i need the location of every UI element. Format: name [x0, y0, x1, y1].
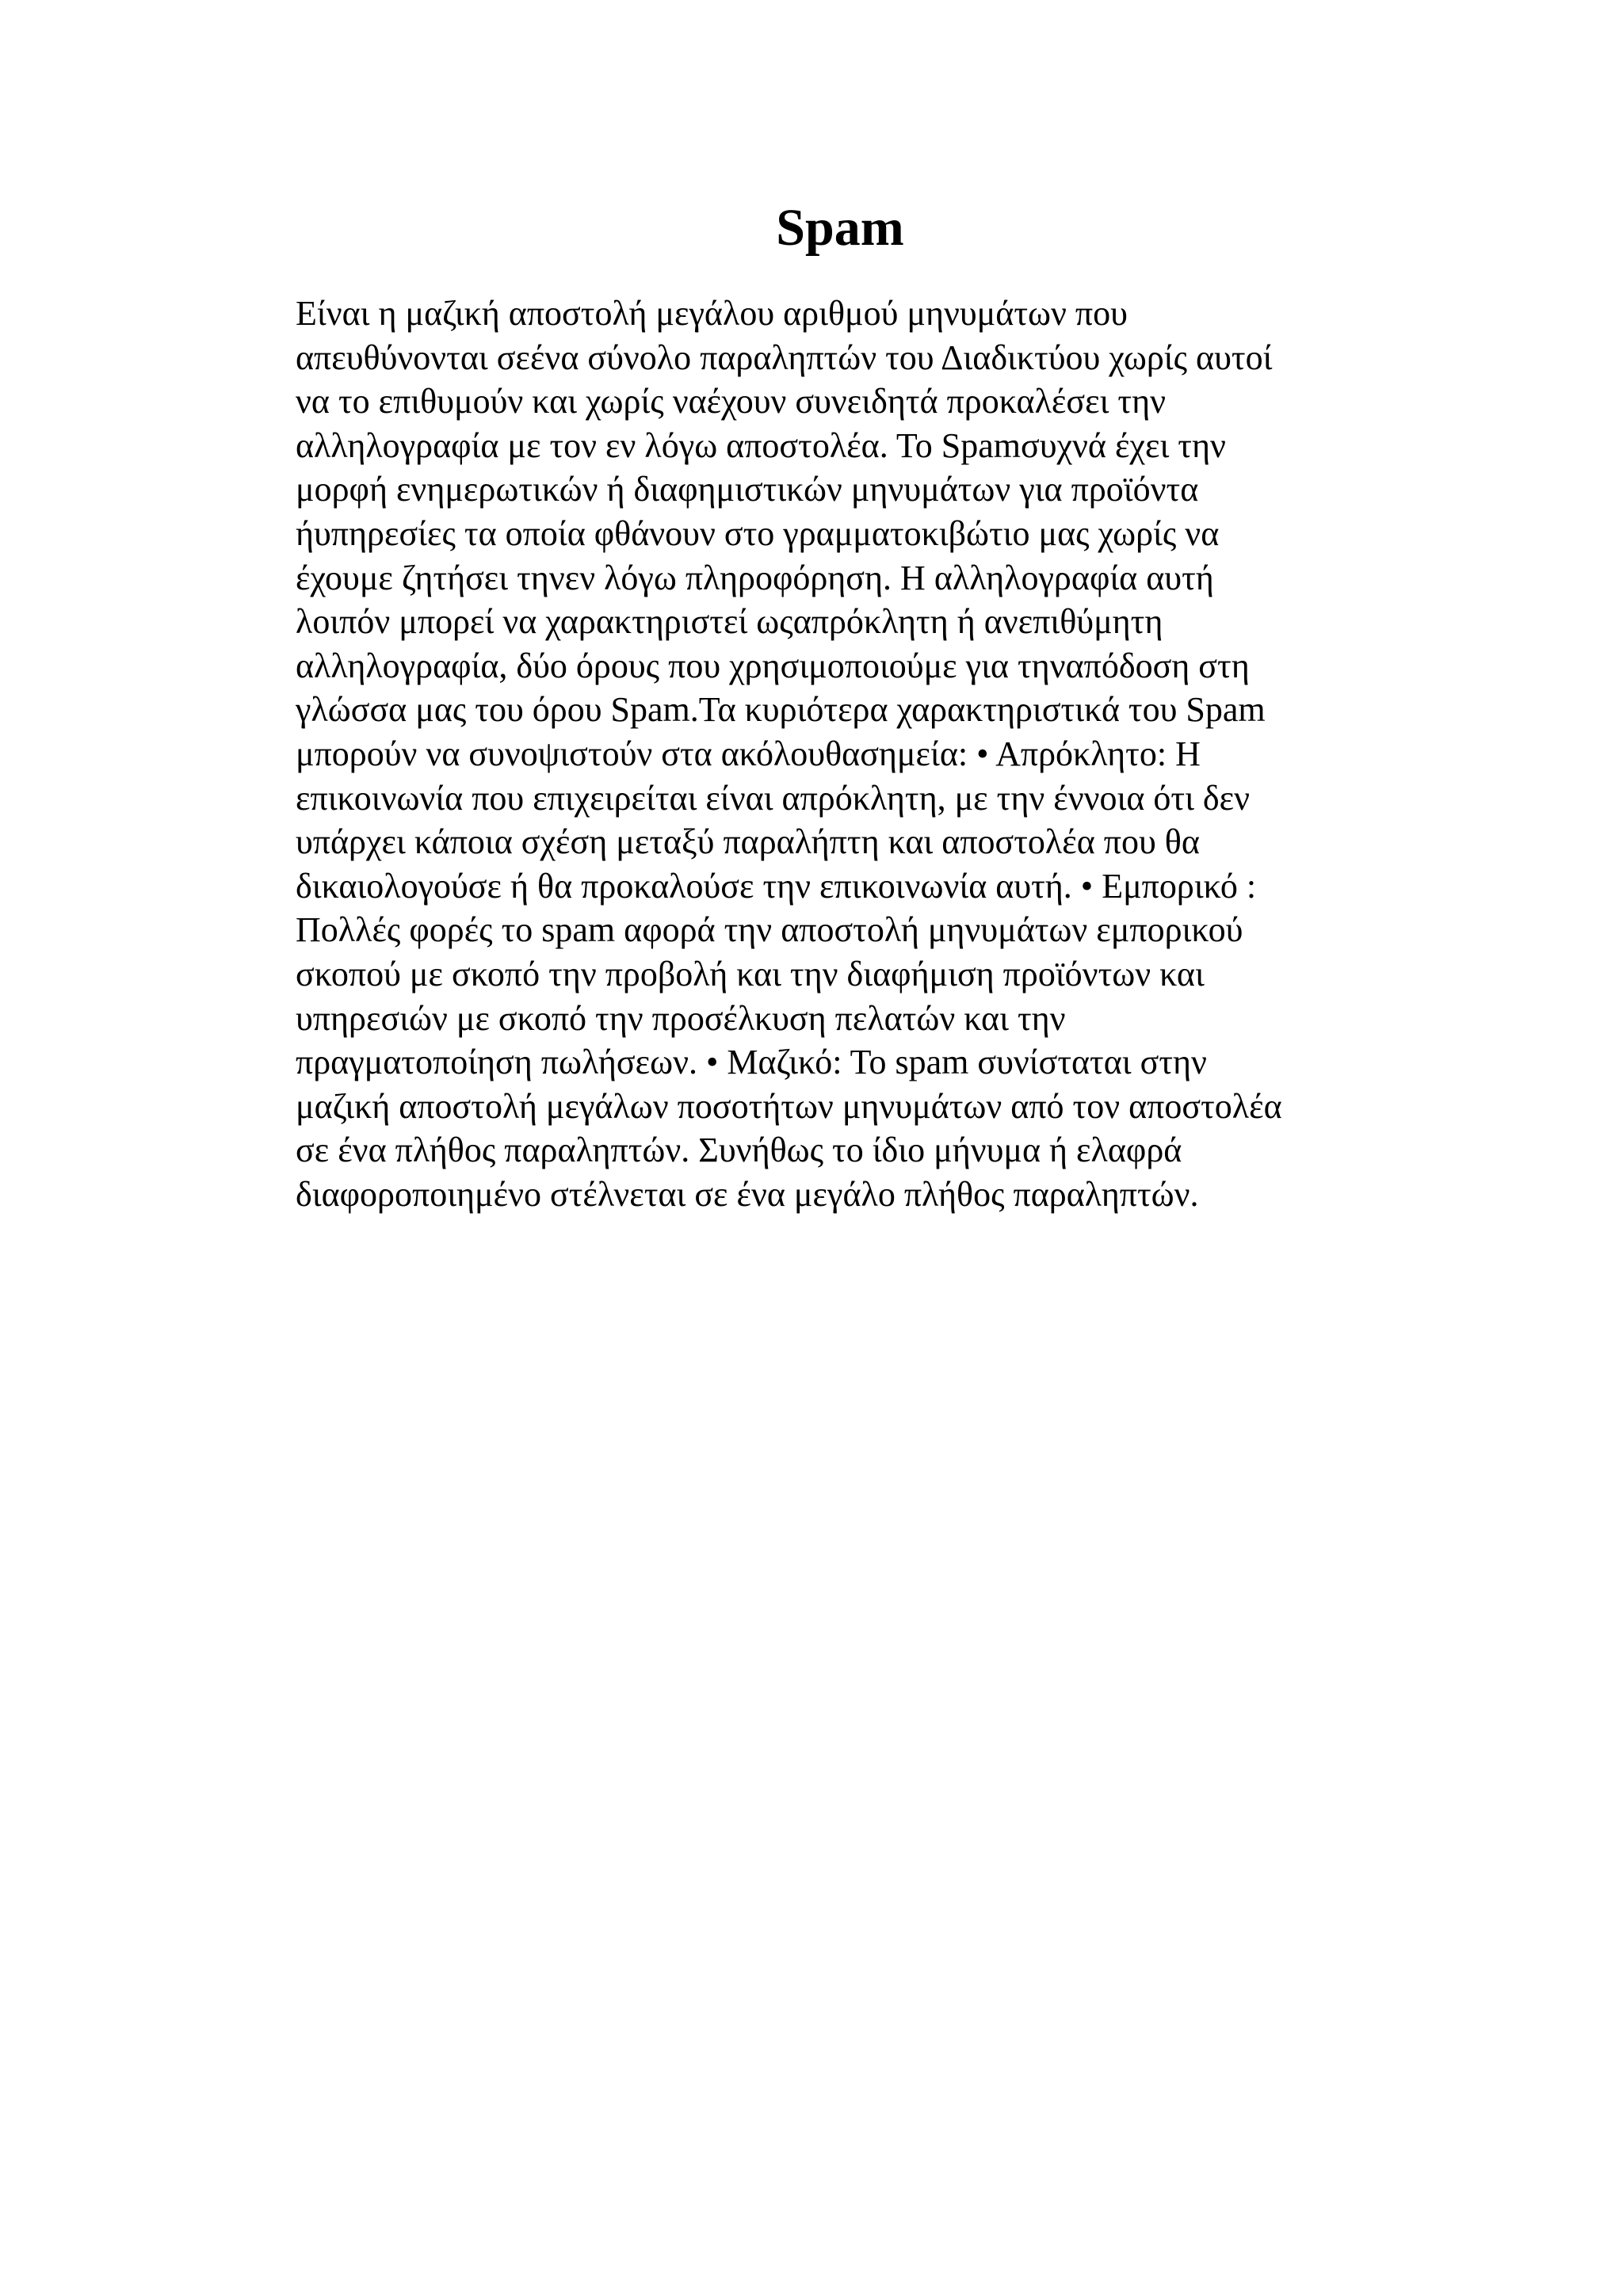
- text-line: απευθύνονται σεένα σύνολο παραληπτών του Διαδικτύου χωρίς αυτοί: [296, 338, 1273, 377]
- text-line: Πολλές φορές το spam αφορά την αποστολή μηνυμάτων εμπορικού: [296, 910, 1243, 950]
- text-line: διαφοροποιημένο στέλνεται σε ένα μεγάλο πλήθος παραληπτών.: [296, 1174, 1199, 1214]
- text-line: ήυπηρεσίες τα οποία φθάνουν στο γραμματοκιβώτιο μας χωρίς να: [296, 513, 1220, 553]
- text-line: σκοπού με σκοπό την προβολή και την διαφήμιση προϊόντων και: [296, 954, 1205, 994]
- text-line: Είναι η μαζική αποστολή μεγάλου αριθμού μηνυμάτων που: [296, 294, 1128, 333]
- text-line: δικαιολογούσε ή θα προκαλούσε την επικοινωνία αυτή. • Εμπορικό :: [296, 866, 1257, 906]
- text-line: πραγματοποίηση πωλήσεων. • Μαζικό: Το spam συνίσταται στην: [296, 1043, 1207, 1082]
- text-line: γλώσσα μας του όρου Spam.Τα κυριότερα χαρακτηριστικά του Spam: [296, 690, 1266, 730]
- text-line: υπηρεσιών με σκοπό την προσέλκυση πελατών και την: [296, 998, 1066, 1038]
- text-line: μαζική αποστολή μεγάλων ποσοτήτων μηνυμάτων από τον αποστολέα: [296, 1086, 1282, 1126]
- text-line: αλληλογραφία με τον εν λόγω αποστολέα. Το Spamσυχνά έχει την: [296, 425, 1226, 465]
- text-line: επικοινωνία που επιχειρείται είναι απρόκλητη, με την έννοια ότι δεν: [296, 778, 1251, 818]
- text-line: έχουμε ζητήσει τηνεν λόγω πληροφόρηση. Η αλληλογραφία αυτή: [296, 558, 1214, 597]
- page-title: Spam: [776, 199, 904, 257]
- text-line: μπορούν να συνοψιστούν στα ακόλουθασημεία: • Απρόκλητο: Η: [296, 734, 1201, 773]
- text-line: αλληλογραφία, δύο όρους που χρησιμοποιούμε για τηναπόδοση στη: [296, 646, 1250, 685]
- body-paragraph: [296, 292, 1405, 1216]
- text-line: να το επιθυμούν και χωρίς ναέχουν συνειδητά προκαλέσει την: [296, 382, 1167, 421]
- text-line: μορφή ενημερωτικών ή διαφημιστικών μηνυμάτων για προϊόντα: [296, 470, 1199, 509]
- text-line: λοιπόν μπορεί να χαρακτηριστεί ωςαπρόκλητη ή ανεπιθύμητη: [296, 602, 1163, 642]
- text-line: υπάρχει κάποια σχέση μεταξύ παραλήπτη και αποστολέα που θα: [296, 822, 1200, 862]
- text-line: σε ένα πλήθος παραληπτών. Συνήθως το ίδιο μήνυμα ή ελαφρά: [296, 1131, 1182, 1170]
